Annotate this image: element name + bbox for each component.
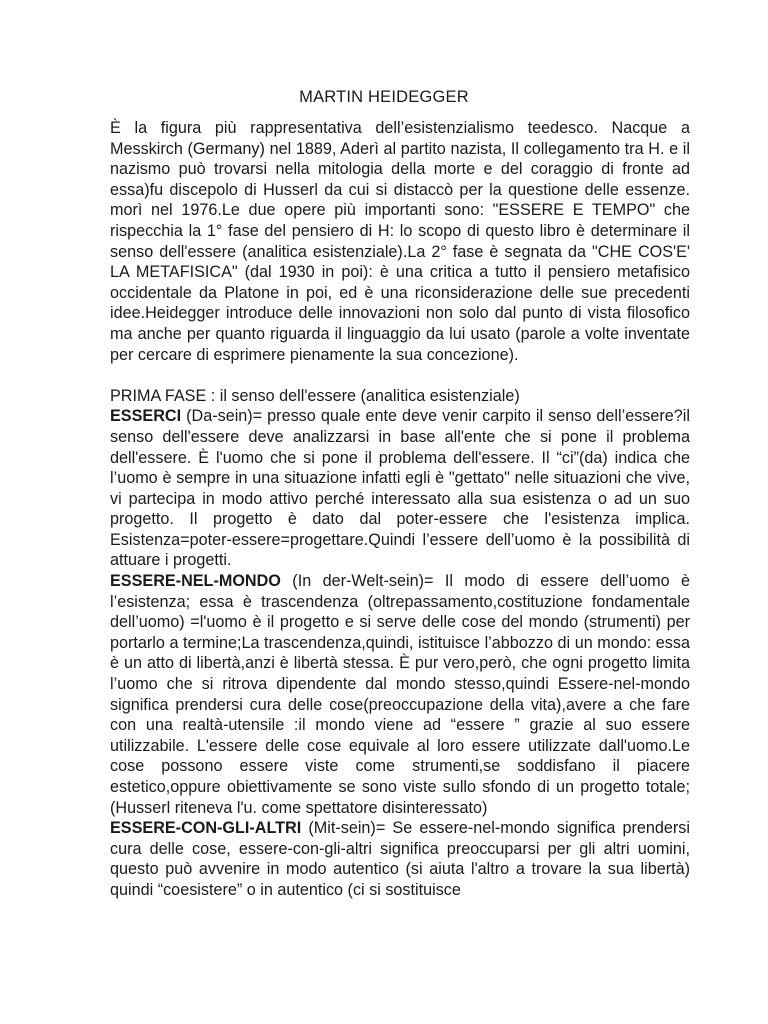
essere-nel-mondo-paragraph [110,571,690,818]
paragraph-gap [110,365,690,386]
document-title: MARTIN HEIDEGGER [299,88,469,106]
essere-con-gli-altri-paragraph [110,818,690,900]
esserci-term: ESSERCI [110,407,182,426]
essere-nel-mondo-text: (In der-Welt-sein)= Il modo di essere dell’uomo è l’esistenza; essa è trascendenza (oltrepassamento,costituzione fondamentale dell’uomo) =l'uomo è il progetto e si serve delle cose del mondo (strumenti) per portarlo a termine;La trascendenza,quindi, istituisce l’abbozzo di un mondo: essa è un atto di libertà,anzi è libertà stessa. È pur vero,però, che ogni progetto limita l’uomo che si ritrova dipendente dal mondo stesso,quindi Essere-nel-mondo significa prendersi cura delle cose(preoccupazione della vita),avere a che fare con una realtà-utensile :il mondo viene ad “essere ” grazie al suo essere utilizzabile. L'essere delle cose equivale al loro essere utilizzate dall'uomo.Le cose possono essere viste come strumenti,se soddisfano il piacere estetico,oppure obiettivamente se sono viste sullo sfondo di un progetto totale;(Husserl riteneva l'u. come spettatore disinteressato) [110,572,690,817]
intro-paragraph: È la figura più rappresentativa dell’esistenzialismo teedesco. Nacque a Messkirch (Germany) nel 1889, Aderì al partito nazista, Il collegamento tra H. e il nazismo può trovarsi nella mitologia della morte e del coraggio di fronte ad essa)fu discepolo di Husserl da cui si distaccò per la questione delle essenze. morì nel 1976.Le due opere più importanti sono: "ESSERE E TEMPO" che rispecchia la 1° fase del pensiero di H: lo scopo di questo libro è determinare il senso dell'essere (analitica esistenziale).La 2° fase è segnata da "CHE COS'E' LA METAFISICA" (dal 1930 in poi): è una critica a tutto il pensiero metafisico occidentale da Platone in poi, ed è una riconsiderazione delle sue precedenti idee.Heidegger introduce delle innovazioni non solo dal punto di vista filosofico ma anche per quanto riguarda il linguaggio da lui usato (parole a volte inventate per cercare di esprimere pienamente la sua concezione). [110,119,690,364]
essere-nel-mondo-term: ESSERE-NEL-MONDO [110,572,281,591]
esserci-paragraph [110,406,690,571]
essere-con-gli-altri-term: ESSERE-CON-GLI-ALTRI [110,819,302,838]
document-body [110,118,690,901]
esserci-text: (Da-sein)= presso quale ente deve venir carpito il senso dell’essere?il senso dell'essere deve analizzarsi in base all'ente che si pone il problema dell'essere. È l'uomo che si pone il problema dell'essere. Il “ci”(da) indica che l’uomo è sempre in una situazione infatti egli è "gettato" nelle situazioni che vive, vi partecipa in modo attivo perché interessato alla sua esistenza o ad un suo progetto. Il progetto è dato dal poter-essere che l'esistenza implica. Esistenza=poter-essere=progettare.Quindi l’essere dell’uomo è la possibilità di attuare i progetti. [110,407,690,570]
essere-con-gli-altri-text: (Mit-sein)= Se essere-nel-mondo significa prendersi cura delle cose, essere-con-gli-altri significa preoccuparsi per gli altri uomini, questo può avvenire in modo autentico (si aiuta l'altro a trovare la sua libertà) quindi “coesistere” o in autentico (ci si sostituisce [110,819,690,899]
prima-fase-heading: PRIMA FASE : il senso dell'essere (analitica esistenziale) [110,386,520,405]
